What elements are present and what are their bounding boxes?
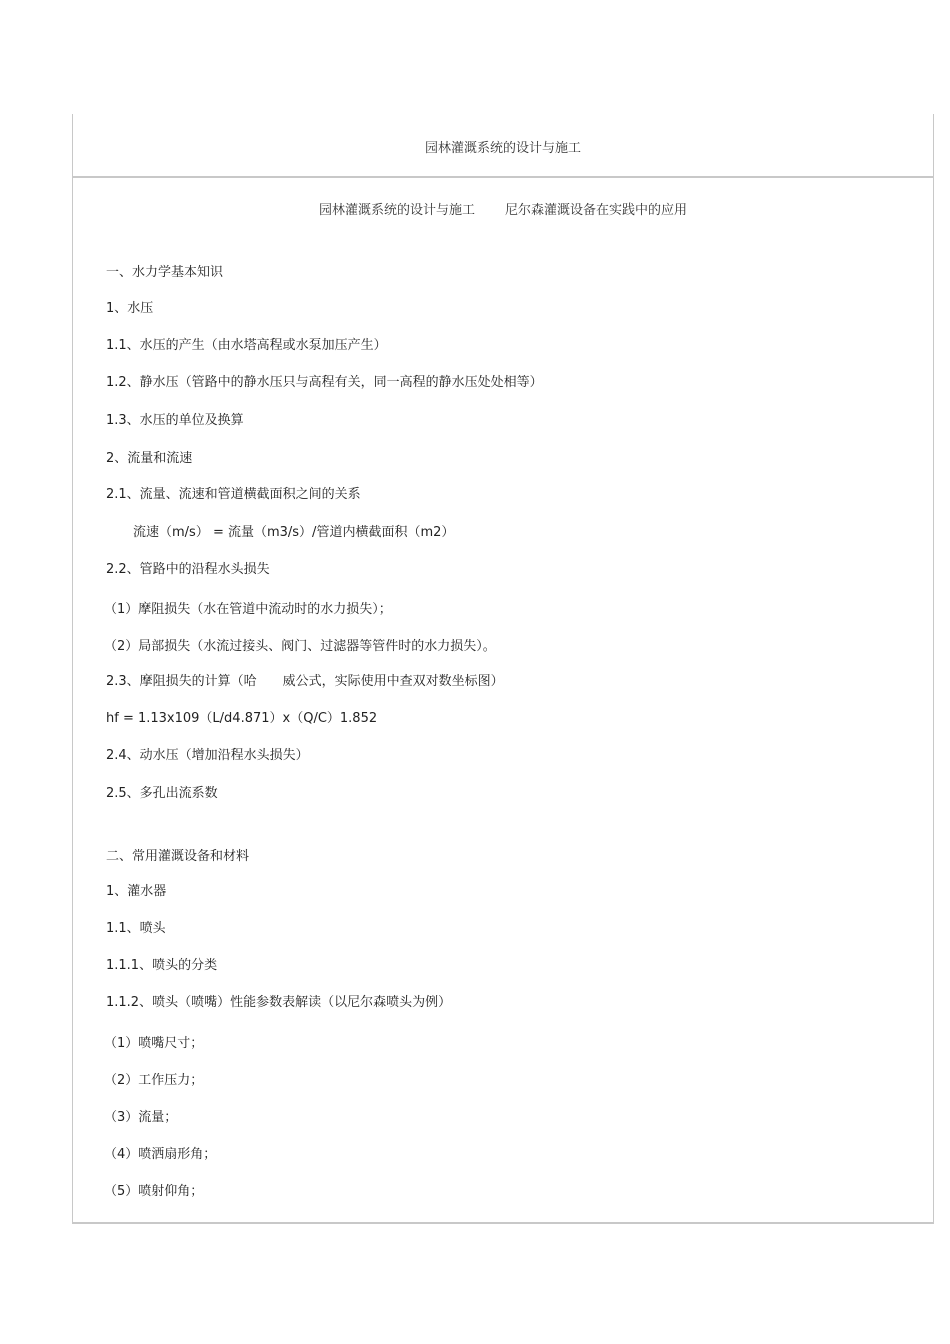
text-line: （1）喷嘴尺寸； xyxy=(104,1036,204,1051)
text-line: 2.5、多孔出流系数 xyxy=(106,786,218,801)
text-line: 2.3、摩阻损失的计算（哈 威公式，实际使用中查双对数坐标图） xyxy=(106,674,504,689)
document-header xyxy=(73,114,933,178)
formula-velocity: 流速（m/s） = 流量（m3/s）/管道内横截面积（m2） xyxy=(133,525,455,540)
text-line: 2、流量和流速 xyxy=(106,451,193,466)
text-line: 1.1.2、喷头（喷嘴）性能参数表解读（以尼尔森喷头为例） xyxy=(106,995,452,1010)
formula-friction-loss: hf = 1.13x109（L/d4.871）x（Q/C）1.852 xyxy=(106,711,378,726)
text-line: （2）局部损失（水流过接头、阀门、过滤器等管件时的水力损失）。 xyxy=(104,639,496,654)
text-line: （5）喷射仰角； xyxy=(104,1184,204,1199)
document-subtitle xyxy=(73,202,933,220)
text-line: 1、水压 xyxy=(106,301,154,316)
text-line: （2）工作压力； xyxy=(104,1073,204,1088)
section-heading-equipment: 二、常用灌溉设备和材料 xyxy=(106,849,250,864)
text-line: （4）喷洒扇形角； xyxy=(104,1147,217,1162)
text-line: 1.1.1、喷头的分类 xyxy=(106,958,218,973)
text-line: （3）流量； xyxy=(104,1110,178,1125)
document-frame xyxy=(72,114,934,1224)
text-line: 1.1、水压的产生（由水塔高程或水泵加压产生） xyxy=(106,338,387,353)
header-title: 园林灌溉系统的设计与施工 xyxy=(424,141,581,156)
text-line: 2.1、流量、流速和管道横截面积之间的关系 xyxy=(106,487,361,502)
text-line: 2.2、管路中的沿程水头损失 xyxy=(106,562,270,577)
text-line: （1）摩阻损失（水在管道中流动时的水力损失）； xyxy=(104,602,392,617)
text-line: 1.1、喷头 xyxy=(106,921,166,936)
subtitle-right: 尼尔森灌溉设备在实践中的应用 xyxy=(505,203,688,218)
text-line: 2.4、动水压（增加沿程水头损失） xyxy=(106,748,309,763)
text-line: 1.3、水压的单位及换算 xyxy=(106,413,244,428)
text-line: 1、灌水器 xyxy=(106,884,167,899)
subtitle-left: 园林灌溉系统的设计与施工 xyxy=(318,203,475,218)
text-line: 1.2、静水压（管路中的静水压只与高程有关，同一高程的静水压处处相等） xyxy=(106,375,543,390)
section-heading-hydraulics: 一、水力学基本知识 xyxy=(106,265,224,280)
